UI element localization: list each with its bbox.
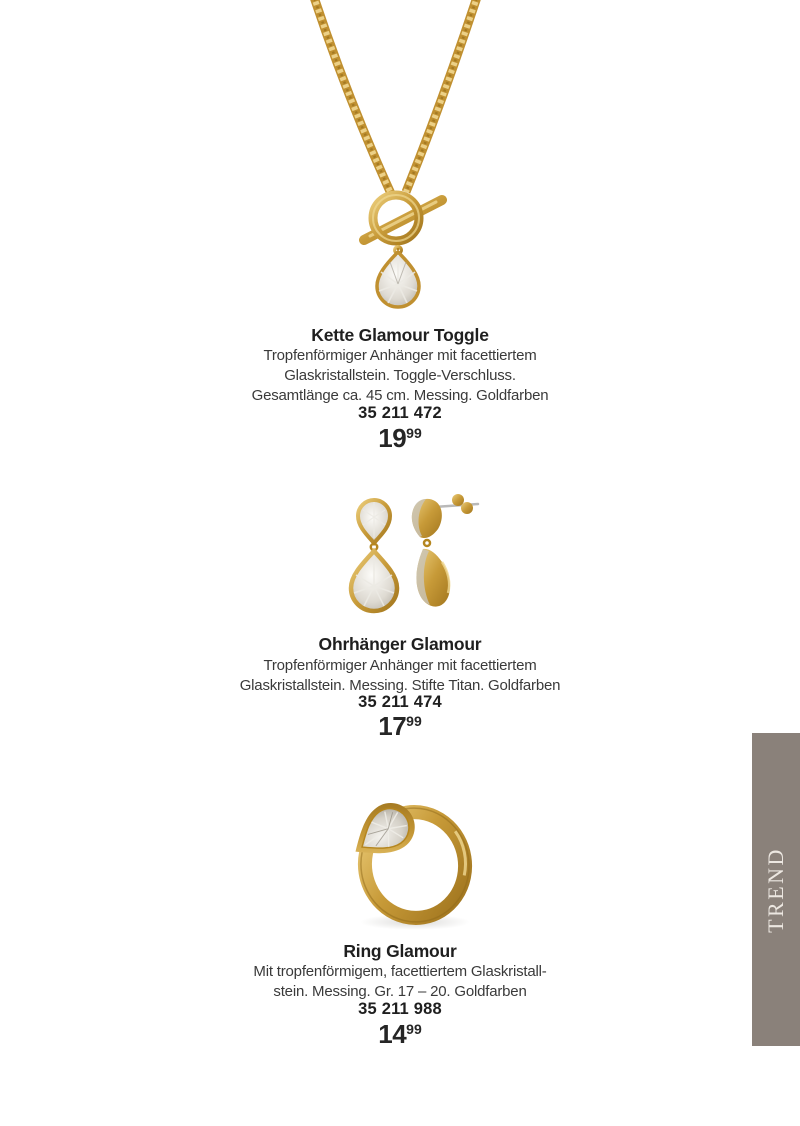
earrings-image xyxy=(330,483,495,621)
product-description-line: Tropfenförmiger Anhänger mit facettiertem xyxy=(263,347,537,364)
price-cents: 99 xyxy=(406,1021,422,1038)
ring-illustration xyxy=(340,793,490,933)
product-description-line: Gesamtlänge ca. 45 cm. Messing. Goldfarben xyxy=(251,387,549,404)
product-title: Ring Glamour xyxy=(343,941,457,961)
trend-register-tab xyxy=(752,733,800,1046)
article-number: 35 211 988 xyxy=(358,1000,442,1018)
product-description-line: Glaskristallstein. Messing. Stifte Titan. Goldfarben xyxy=(239,677,561,694)
product-title: Ohrhänger Glamour xyxy=(318,634,482,654)
product-description-line: stein. Messing. Gr. 17 – 20. Goldfarben xyxy=(273,983,527,1000)
price-main: 17 xyxy=(378,711,407,741)
price xyxy=(0,711,800,742)
trend-tab-label: TREND xyxy=(763,846,789,933)
product-description-line: Mit tropfenförmigem, facettiertem Glaskristall- xyxy=(253,963,547,980)
necklace-image xyxy=(280,0,520,312)
product-title: Kette Glamour Toggle xyxy=(311,325,489,345)
article-number: 35 211 472 xyxy=(358,404,442,422)
price xyxy=(0,423,800,454)
price-main: 19 xyxy=(378,423,407,453)
article-number: 35 211 474 xyxy=(358,693,442,711)
ring-image xyxy=(340,793,490,933)
price-cents: 99 xyxy=(406,713,422,730)
product-description-line: Tropfenförmiger Anhänger mit facettiertem xyxy=(263,657,537,674)
price-main: 14 xyxy=(378,1019,407,1049)
necklace-illustration xyxy=(280,0,520,312)
earrings-illustration xyxy=(330,483,495,621)
price-cents: 99 xyxy=(406,425,422,442)
product-description-line: Glaskristallstein. Toggle-Verschluss. xyxy=(284,367,516,384)
price xyxy=(0,1019,800,1050)
